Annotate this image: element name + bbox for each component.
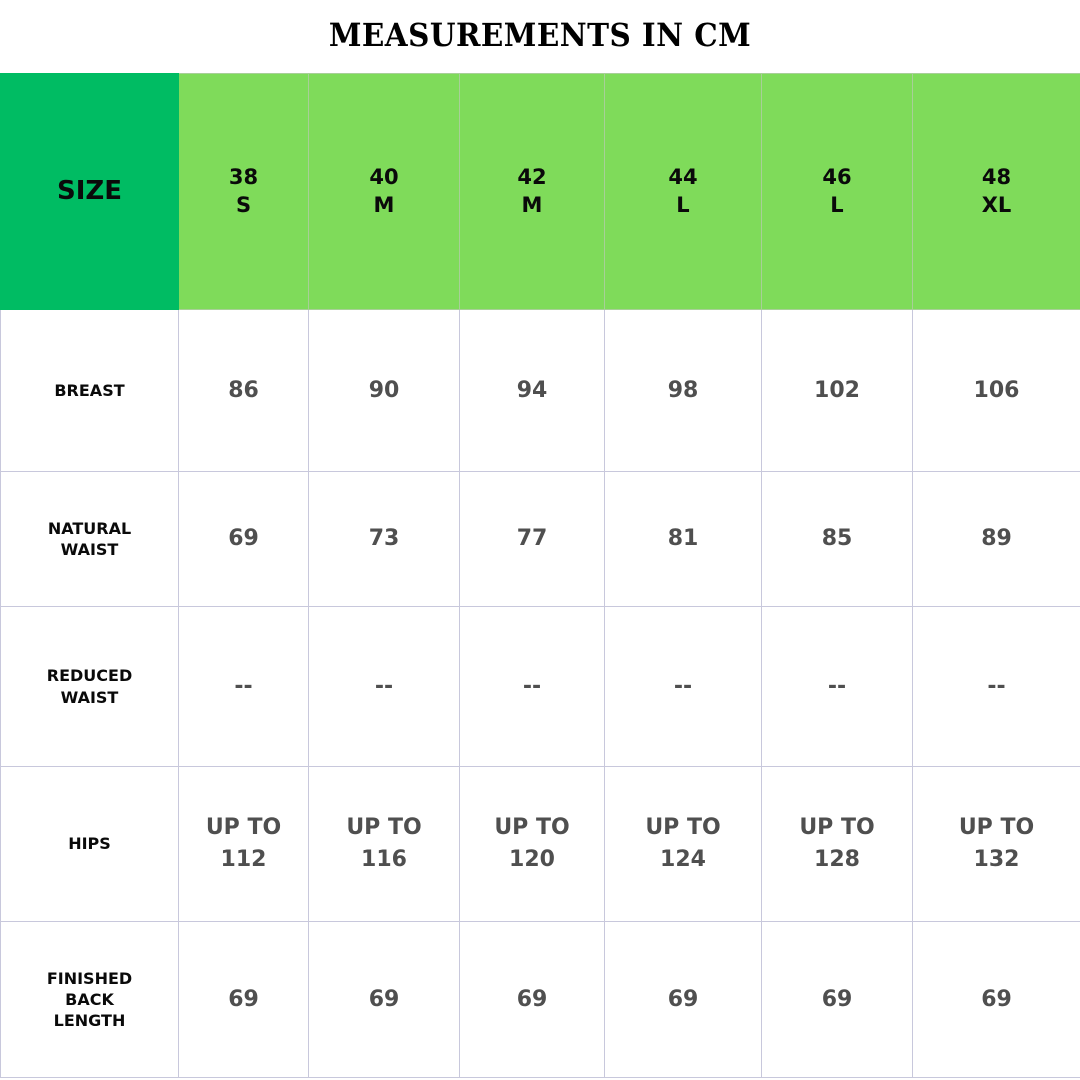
value-cell: 106 <box>913 310 1080 472</box>
value-cell: 77 <box>460 472 605 607</box>
row-label-line: NATURAL <box>47 518 132 538</box>
row-label <box>1 607 179 767</box>
value-prefix: UP TO <box>958 815 1035 841</box>
row-label-line: BACK <box>65 989 114 1009</box>
value-cell: 85 <box>762 472 913 607</box>
measurement-row-hips <box>1 767 1080 922</box>
value-prefix: UP TO <box>799 815 875 841</box>
value-cell: 69 <box>460 922 605 1078</box>
size-header-cell <box>1 74 179 310</box>
row-label <box>1 767 179 922</box>
value-cell <box>913 767 1080 922</box>
size-letter: S <box>235 192 252 217</box>
value-number: 124 <box>660 847 706 872</box>
value-cell: 90 <box>309 310 460 472</box>
row-label-line: WAIST <box>60 687 119 707</box>
value-cell: 73 <box>309 472 460 607</box>
value-prefix: UP TO <box>346 815 422 841</box>
value-cell: 69 <box>179 472 309 607</box>
value-cell: -- <box>460 607 605 767</box>
size-number: 48 <box>981 164 1012 189</box>
row-label <box>1 310 179 472</box>
value-cell: -- <box>605 607 762 767</box>
value-number: 112 <box>220 847 267 872</box>
size-column-header <box>762 74 913 310</box>
row-label-line: FINISHED <box>46 968 133 988</box>
page-title: MEASUREMENTS IN CM <box>328 16 752 54</box>
value-prefix: UP TO <box>494 815 570 841</box>
value-cell: -- <box>762 607 913 767</box>
size-number: 40 <box>369 164 399 189</box>
value-cell: 81 <box>605 472 762 607</box>
size-number: 38 <box>228 164 259 189</box>
row-label-line: BREAST <box>54 380 125 400</box>
measurement-row-reduced-waist <box>1 607 1080 767</box>
size-letter: L <box>830 192 844 217</box>
value-cell: -- <box>179 607 309 767</box>
size-number: 44 <box>668 164 698 189</box>
measurement-row-finished-back-length <box>1 922 1080 1078</box>
value-cell: 94 <box>460 310 605 472</box>
measurement-row-natural-waist <box>1 472 1080 607</box>
size-letter: M <box>521 192 543 217</box>
size-letter: M <box>373 192 395 217</box>
value-cell: 69 <box>309 922 460 1078</box>
row-label-line: REDUCED <box>46 666 133 686</box>
value-cell: 86 <box>179 310 309 472</box>
row-label-line: HIPS <box>68 834 111 854</box>
row-label <box>1 922 179 1078</box>
value-cell: 69 <box>762 922 913 1078</box>
value-cell <box>179 767 309 922</box>
value-number: 128 <box>814 847 860 872</box>
value-cell: 89 <box>913 472 1080 607</box>
value-cell: 69 <box>605 922 762 1078</box>
measurement-row-breast <box>1 310 1080 472</box>
value-cell: 102 <box>762 310 913 472</box>
value-cell <box>460 767 605 922</box>
size-header-label: SIZE <box>56 176 122 207</box>
size-column-header <box>605 74 762 310</box>
value-number: 120 <box>509 847 555 872</box>
size-column-header <box>913 74 1080 310</box>
size-column-header <box>460 74 605 310</box>
value-prefix: UP TO <box>645 815 721 841</box>
row-label-line: WAIST <box>60 540 119 559</box>
value-cell: -- <box>309 607 460 767</box>
size-number: 42 <box>517 164 547 189</box>
row-label <box>1 472 179 607</box>
size-letter: L <box>676 192 690 217</box>
value-prefix: UP TO <box>205 815 282 841</box>
value-cell: 98 <box>605 310 762 472</box>
value-number: 116 <box>361 847 407 872</box>
row-label-line: LENGTH <box>53 1011 126 1031</box>
size-letter: XL <box>981 192 1012 217</box>
size-chart-table <box>0 73 1080 1078</box>
value-number: 132 <box>973 847 1020 872</box>
value-cell: -- <box>913 607 1080 767</box>
value-cell <box>605 767 762 922</box>
size-column-header <box>179 74 309 310</box>
header-row <box>1 74 1080 310</box>
size-column-header <box>309 74 460 310</box>
value-cell <box>309 767 460 922</box>
value-cell: 69 <box>179 922 309 1078</box>
size-number: 46 <box>822 164 852 189</box>
value-cell <box>762 767 913 922</box>
value-cell: 69 <box>913 922 1080 1078</box>
